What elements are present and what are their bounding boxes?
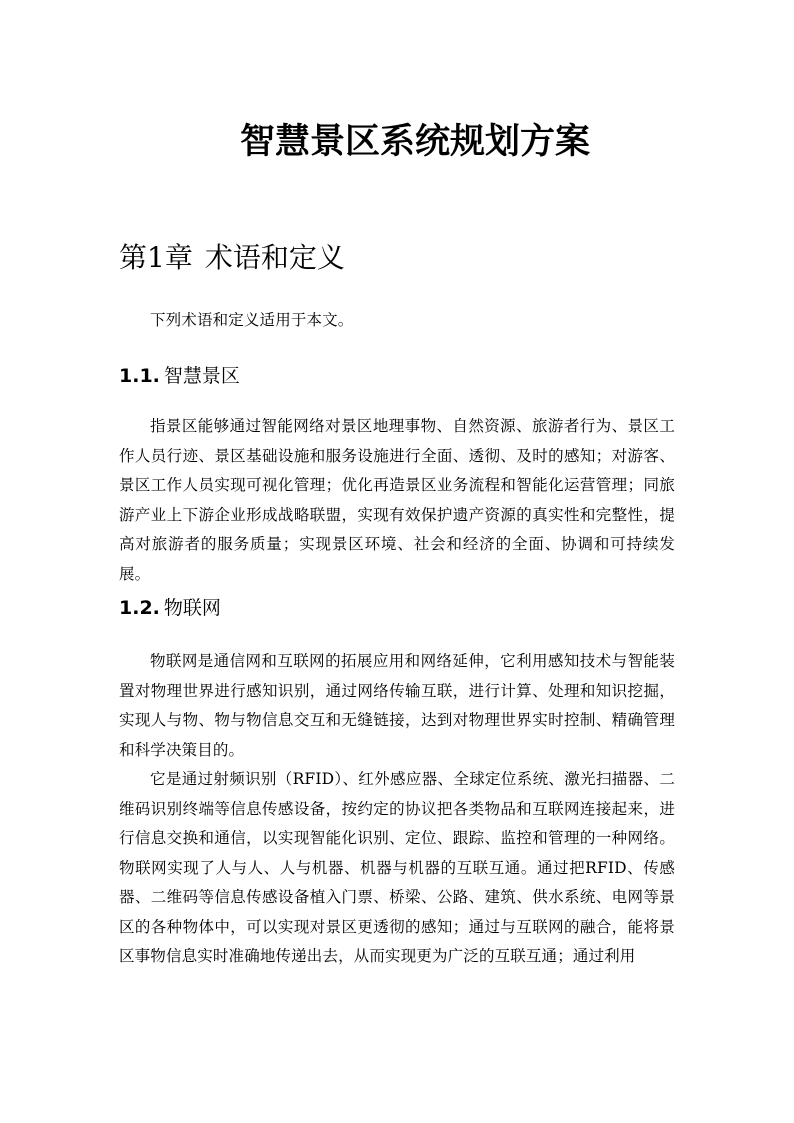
chapter-number: 第1章 <box>119 241 193 274</box>
section-1-2-paragraph: 物联网是通信网和互联网的拓展应用和网络延伸，它利用感知技术与智能装置对物理世界进行感知识别，通过网络传输互联，进行计算、处理和知识挖掘，实现人与物、物与物信息交互和无缝链接，达到对物理世界实时控制、精确管理和科学决策目的。 <box>119 652 675 759</box>
section-number: 1.1. <box>119 365 160 387</box>
section-heading-1-2 <box>119 594 221 622</box>
chapter-title: 术语和定义 <box>204 241 345 274</box>
section-title: 物联网 <box>163 597 221 619</box>
section-heading-1-1 <box>119 362 240 390</box>
section-1-2-paragraph: 它是通过射频识别（RFID）、红外感应器、全球定位系统、激光扫描器、二维码识别终端等信息传感设备，按约定的协议把各类物品和互联网连接起来，进行信息交换和通信，以实现智能化识别、定位、跟踪、监控和管理的一种网络。物联网实现了人与人、人与机器、机器与机器的互联互通。通过把RFID、传感器、二维码等信息传感设备植入门票、桥梁、公路、建筑、供水系统、电网等景区的各种物体中，可以实现对景区更透彻的感知；通过与互联网的融合，能将景区事物信息实时准确地传递出去，从而实现更为广泛的互联互通；通过利用 <box>119 770 675 965</box>
chapter-intro-paragraph: 下列术语和定义适用于本文。 <box>150 311 354 329</box>
section-1-1-paragraph: 指景区能够通过智能网络对景区地理事物、自然资源、旅游者行为、景区工作人员行迹、景区基础设施和服务设施进行全面、透彻、及时的感知；对游客、景区工作人员实现可视化管理；优化再造景区业务流程和智能化运营管理；同旅游产业上下游企业形成战略联盟，实现有效保护遗产资源的真实性和完整性，提高对旅游者的服务质量；实现景区环境、社会和经济的全面、协调和可持续发展。 <box>119 417 675 583</box>
document-title: 智慧景区系统规划方案 <box>239 122 590 162</box>
section-number: 1.2. <box>119 597 160 619</box>
chapter-heading <box>119 236 345 280</box>
section-title: 智慧景区 <box>163 365 240 387</box>
